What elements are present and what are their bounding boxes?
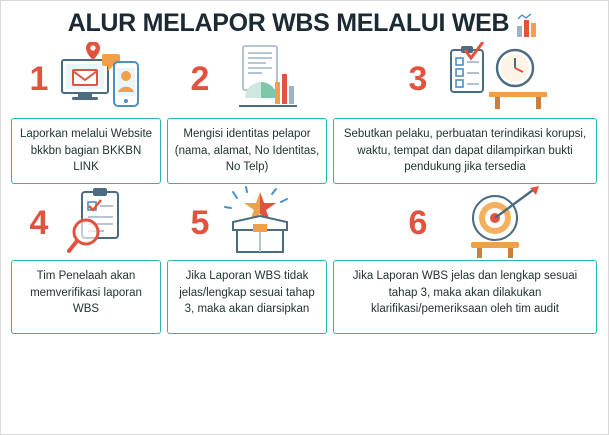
page-title-row	[1, 1, 608, 40]
step-5-text: Jika Laporan WBS tidak jelas/lengkap sesuai tahap 3, maka akan diarsipkan	[167, 260, 327, 334]
step-1-number: 1	[29, 60, 49, 98]
step-4-head	[11, 186, 161, 260]
step-4-number: 4	[29, 204, 49, 243]
step-5-number: 5	[190, 204, 210, 243]
box-star-icon	[217, 186, 303, 260]
step-2-text: Mengisi identitas pelapor (nama, alamat, No Identitas, No Telp)	[167, 118, 327, 184]
bar-chart-icon	[515, 13, 541, 39]
step-4-text: Tim Penelaah akan memverifikasi laporan WBS	[11, 260, 161, 334]
desktop-mobile-message-icon	[56, 42, 142, 116]
checklist-clock-icon	[435, 42, 521, 116]
steps-grid	[1, 40, 608, 334]
step-6-head	[333, 186, 597, 260]
step-card-1	[11, 40, 161, 184]
step-3-number: 3	[408, 60, 428, 98]
step-card-6	[333, 186, 597, 334]
step-6-number: 6	[408, 204, 428, 243]
step-card-2	[167, 40, 327, 184]
step-2-head	[167, 40, 327, 118]
step-5-head	[167, 186, 327, 260]
page-title: ALUR MELAPOR WBS MELALUI WEB	[67, 9, 510, 37]
step-6-text: Jika Laporan WBS jelas dan lengkap sesuai tahap 3, maka akan dilakukan klarifikasi/pemeriksaan oleh tim audit	[333, 260, 597, 334]
step-card-3	[333, 40, 597, 184]
step-1-text: Laporkan melalui Website bkkbn bagian BKKBN LINK	[11, 118, 161, 184]
clipboard-magnifier-icon	[56, 186, 142, 260]
step-1-head	[11, 40, 161, 118]
target-dart-icon	[435, 186, 521, 260]
step-card-5	[167, 186, 327, 334]
document-chart-icon	[217, 42, 303, 116]
steps-row-bottom	[11, 186, 598, 334]
step-3-head	[333, 40, 597, 118]
step-2-number: 2	[190, 60, 210, 98]
step-card-4	[11, 186, 161, 334]
steps-row-top	[11, 40, 598, 184]
step-3-text: Sebutkan pelaku, perbuatan terindikasi korupsi, waktu, tempat dan dapat dilampirkan bukti pendukung jika tersedia	[333, 118, 597, 184]
